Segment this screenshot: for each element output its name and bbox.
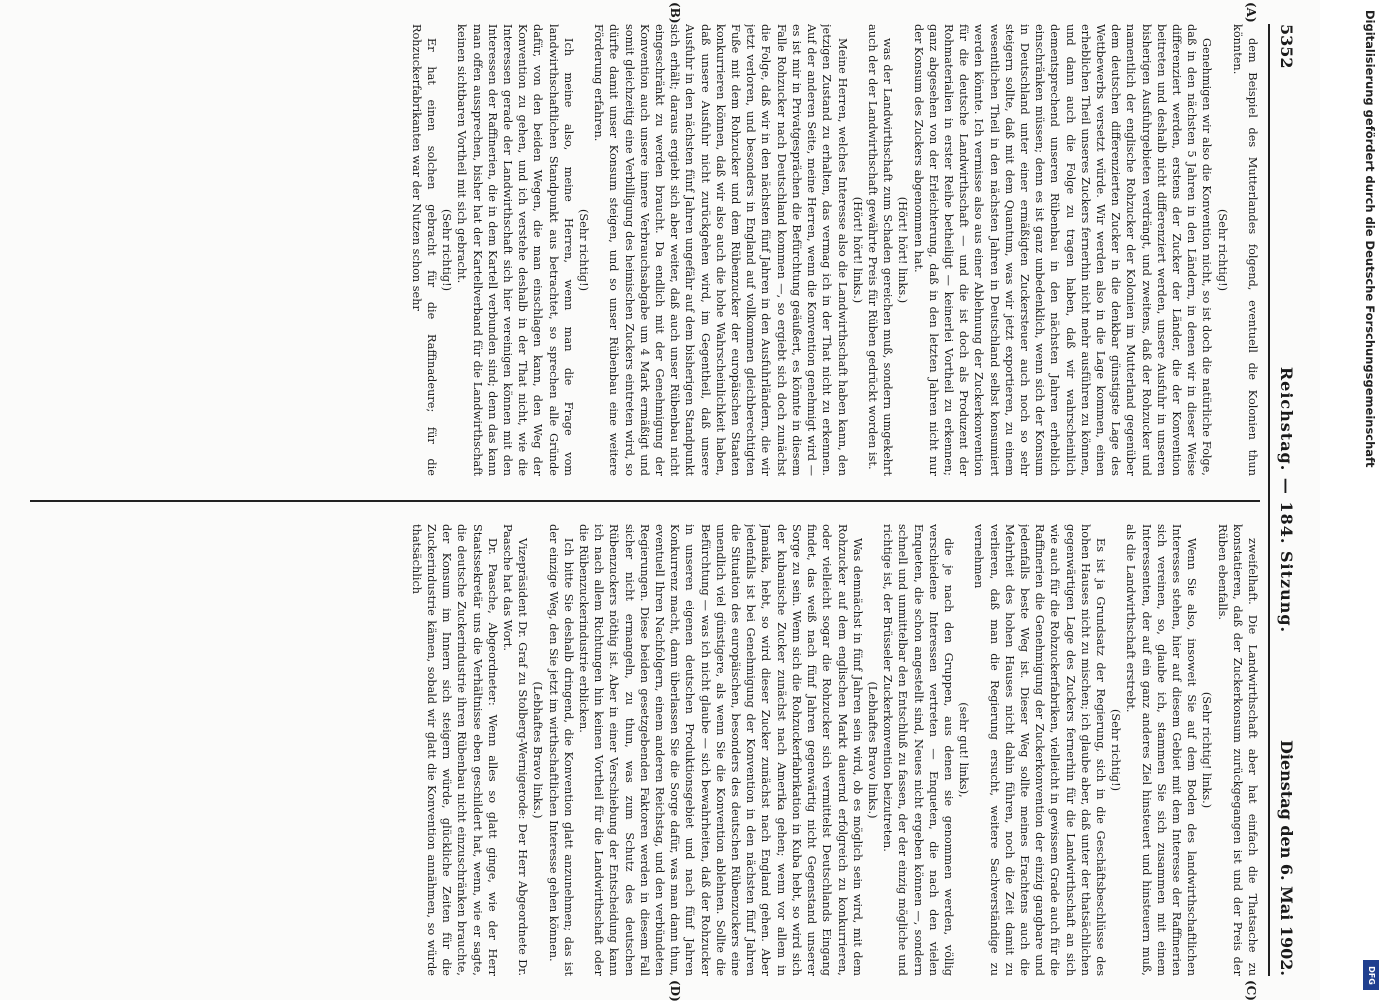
page-header (1268, 24, 1300, 976)
dfg-logo-text: DFG (1366, 965, 1376, 985)
paragraph: Er hat einen solchen gebracht für die Raffinadeure; für die Rohzuckerfabrikanten war der Nutzen schon sehr (409, 24, 439, 476)
paragraph: zweifelhaft. Die Landwirthschaft aber hat einfach die Thatsache zu konstatieren, daß der Zuckerkonsum zurückgegangen ist und der Preis der Rüben ebenfalls. (1215, 524, 1259, 976)
reaction-note: (Sehr richtig!) (577, 208, 591, 292)
reaction-note: (Hört! hört! links.) (850, 196, 864, 304)
paragraph: Ich bitte Sie deshalb dringend, die Konvention glatt anzunehmen; das ist der einzige Weg, den Sie jetzt im wirthschaftlichen Interesse gehen können. (546, 524, 575, 976)
paragraph: dem Beispiel des Mutterlandes folgend, eventuell die Kolonien thun könnten. (1230, 24, 1259, 476)
reaction-note: (Lebhaftes Bravo links.) (865, 681, 879, 819)
paragraph: Ich meine also, meine Herren, wenn man die Frage vom landwirthschaftlichen Standpunkt aus betrachtet, so sprechen alle Gründe dafür, von den beiden Wegen, die man einschlagen kann, den Weg der Konvention zu gehen, und ich verstehe deshalb in der That nicht, wie die Interessen gerade der Landwirthschaft sich hier vereinigen können mit den Interessen der Raffinerien, die in dem Kartell verbunden sind; denn das kann man offen aussprechen, bisher hat der Kartellverband für die Landwirthschaft keinen sichtbaren Vortheil mit sich gebracht. (455, 24, 575, 476)
paragraph: Vizepräsident Dr. Graf zu Stolberg-Wernigerode: Der Herr Abgeordnete Dr. Paasche hat das Wort. (501, 524, 530, 976)
paragraph: Es ist ja Grundsatz der Regierung, sich in die Geschäftsbeschlüsse des hohen Hauses nicht zu mischen; ich glaube aber, daß unter der thatsächlichen gegenwärtigen Lage des Zuckers fernerhin für die Landwirthschaft an sich wie auch für die Rohzuckerfabriken, vielleicht in gewissem Grade auch für die Raffinerien die Genehmigung der Zuckerkonvention der einzig gangbare und jedenfalls beste Weg ist. Dieser Weg sollte meines Erachtens auch die Mehrheit des hohen Hauses nicht dahin führen, noch die Zeit damit zu verlieren, daß man die Regierung ersucht, weitere Sachverständige zu vernehmen (972, 524, 1107, 976)
reaction-note: (Sehr richtig! links.) (1200, 691, 1214, 809)
reaction-note: (Hört! hört! links.) (896, 196, 910, 304)
dfg-logo (1363, 960, 1379, 990)
page-date: Dienstag den 6. Mai 1902. (1277, 740, 1296, 976)
reaction-note: (Sehr richtig!) (440, 208, 454, 292)
digitisation-notice: Digitalisierung gefördert durch die Deutsche Forschungsgemeinschaft (1363, 10, 1377, 468)
paragraph: Was demnächst in fünf Jahren sein wird, ob es möglich sein wird, mit dem Rohzucker auf dem englischen Markt dauernd erfolgreich zu konkurrieren, oder vielleicht sogar die Rohzucker sich vermittelst Deutschlands Eingang findet, das weiß nach fünf Jahren gegenwärtig nicht Gegenstand unserer Sorge zu sein. Wenn sich die Rohzuckerfabrikation in Kuba hebt, so wird sich der kubanische Zucker zunächst nach Amerika gehen; wenn vor allem in Jamaika, hebt, so wird dieser Zucker zunächst nach England gehen. Aber jedenfalls ist bei Genehmigung der Konvention in den nächsten fünf Jahren die Situation des europäischen, besonders des deutschen Rübenzuckers eine unendlich viel günstigere, als wenn Sie die Konvention ablehnen. Sollte die Befürchtung — was ich nicht glaube — sich bewahrheiten, daß der Rohzucker in unseren eigenen deutschen Produktionsgebiet und nach fünf Jahren Konkurrenz macht, dann überlassen Sie die Sorge dafür, was man dann thun, eventuell Ihren Nachfolgern, einem anderen Reichstag, und den verbündeten Regierungen. Diese beiden gesetzgebenden Faktoren werden in diesem Fall sicher nicht ermangeln, zu thun, was zum Schutz des deutschen Rübenzuckers nöthig ist. Aber in einer Verschiebung der Entscheidung kann ich nach allem Richtungen hin keinen Vortheil für die Landwirthschaft oder die Rübenzuckerindustrie erblicken. (577, 524, 864, 976)
newspaper-page (10, 2, 1300, 1002)
right-text-column (30, 524, 1260, 976)
paragraph: Dr. Paasche, Abgeordneter: Wenn alles so glatt ginge, wie der Herr Staatssekretär uns die Verhältnisse eben geschildert hat, wenn, wie er sagte, die deutsche Zuckerindustrie ihren Rübenbau nicht einzuschränken brauchte, der Konsum im Innern sich steigern würde, glückliche Zeiten für die Zuckerindustrie kämen, sobald wir glatt die Konvention annähmen, so würde thatsächlich (409, 524, 499, 976)
paragraph: Genehmigen wir also die Konvention nicht, so ist doch die natürliche Folge, daß in den nächsten 5 Jahren in den Ländern, in denen wir in dieser Weise differenziert werden, erstens der Zucker der Länder, die der Konvention beitreten und deshalb nicht differenziert werden, unsere Ausfuhr in unseren bisherigen Ausfuhrgebieten verdrängt, und zweitens, daß der Rohzucker und namentlich der englische Rohzucker der Kolonien im Mutterland gegenüber dem deutschen differenzierten Zucker in die denkbar günstigste Lage des Wettbewerbs versetzt würde. Wir werden also in die Lage kommen, einen erheblichen Theil unseres Zuckers fernerhin nicht mehr ausführen zu können, und dann auch die Folge zu tragen haben, daß wir wahrscheinlich dementsprechend unseren Rübenbau in den nächsten Jahren erheblich einschränken müssen; denn es ist ganz unbedenklich, wenn sich der Konsum in Deutschland unter einer ermäßigten Zuckersteuer auch noch so sehr steigern sollte, daß mit dem Quantum, was wir jetzt exportieren, zu einem wesentlichen Theil in den nächsten Jahren in Deutschland selbst konsumiert werden könnte. Ich vermisse also aus einer Ablehnung der Zuckerkonvention für die deutsche Landwirthschaft — und die ist doch als Produzent der Rohmaterialien in erster Reihe betheiligt — keinerlei Vortheil zu erkennen; ganz abgesehen von der Erleichterung, daß in den letzten Jahren nicht nur der Konsum des Zuckers abgenommen hat. (911, 24, 1214, 476)
page-title: Reichstag. — 184. Sitzung. (1277, 366, 1296, 634)
digitisation-sidebar (1320, 0, 1397, 1000)
margin-marker-b: (B) (668, 2, 682, 24)
margin-marker-d: (D) (668, 980, 682, 1002)
margin-marker-c: (C) (1244, 980, 1258, 1001)
reaction-note: (sehr gut! links), (957, 702, 971, 798)
margin-marker-a: (A) (1244, 2, 1258, 23)
left-text-column (30, 24, 1260, 476)
reaction-note: (Sehr richtig!) (1109, 708, 1123, 792)
paragraph: Wenn Sie also, insoweit Sie auf dem Boden des landwirthschaftlichen Interesses stehen, hier auf diesem Gebiet mit dem Interesse der Raffinerien sich vereinen, so, glaube ich, stammen Sie sich zusammen mit einem Interessenten, der auf ein ganz anderes Ziel hinsteuert und hinsteuern muß, als die Landwirthschaft erstrebt. (1124, 524, 1199, 976)
page-number: 5352 (1277, 24, 1296, 69)
paragraph: die je nach den Gruppen, aus denen sie genommen werden, völlig verschiedene Interessen vertreten — Enqueten, die nach den vielen Enqueten, die schon angestellt sind, Neues nicht ergeben können —, sondern schnell und unmittelbar den Entschluß zu fassen, der der einzig mögliche und richtige ist, der Brüsseler Zuckerkonvention beizutreten. (881, 524, 955, 976)
paragraph: Meine Herren, welches Interesse also die Landwirthschaft haben kann, den jetzigen Zustand zu erhalten, das vermag ich in der That nicht zu erkennen. Auf der anderen Seite, meine Herren, wenn die Konvention genehmigt wird — es ist mir in Privatgesprächen die Befürchtung geäußert, es könnte in diesem Falle Rohzucker nach Deutschland kommen —, so ergiebt sich doch zunächst die Folge, daß wir in den nächsten fünf Jahren in den Ausfuhrländern, die wir jetzt verloren, und besonders in England auf vollkommen gleichberechtigten Fuße mit dem Rohzucker und dem Rübenzucker der europäischen Staaten konkurrieren können, daß wir also auch die hohe Wahrscheinlichkeit haben, daß unsere Ausfuhr nicht zurückgehen wird, im Gegentheil, daß unsere Ausfuhr in den nächsten fünf Jahren ungefähr auf dem bisherigen Standpunkt sich erhält; daraus ergiebt sich aber weiter, daß auch unser Rübenbau nicht eingeschränkt zu werden braucht. Da endlich mit der Genehmigung der Konvention auch unsere innere Verbrauchsabgabe um 4 Mark ermäßigt und somit gleichzeitig eine Verbilligung des heimischen Zuckers eintreten wird, so dürfte damit unser Konsum steigen, und so unser Rübenbau eine weitere Förderung erfahren. (592, 24, 849, 476)
reaction-note: (Sehr richtig!) (1215, 208, 1229, 292)
column-divider (30, 500, 1260, 502)
paragraph: was der Landwirthschaft zum Schaden gereichen muß, sondern umgekehrt auch der der Landwirthschaft gewährte Preis für Rüben gedrückt worden ist. (865, 24, 895, 476)
reaction-note: (Lebhaftes Bravo links.) (531, 681, 545, 819)
